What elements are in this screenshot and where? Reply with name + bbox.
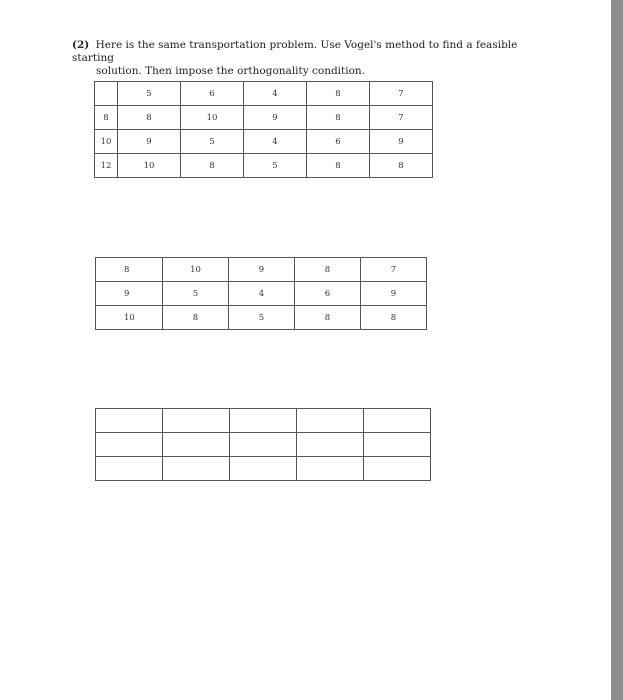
empty-cell <box>230 457 297 481</box>
empty-cell <box>163 433 230 457</box>
demand-cell: 7 <box>370 82 433 106</box>
table-row <box>96 306 427 330</box>
demand-cell: 4 <box>244 82 307 106</box>
cost-cell: 10 <box>181 106 244 130</box>
cost-cell: 5 <box>181 130 244 154</box>
empty-cell <box>96 409 163 433</box>
cost-cell: 8 <box>181 154 244 178</box>
demand-cell: 8 <box>307 82 370 106</box>
cost-cell: 4 <box>229 282 295 306</box>
cost-cell: 8 <box>370 154 433 178</box>
cost-cell: 4 <box>244 130 307 154</box>
empty-cell <box>163 409 230 433</box>
empty-cell <box>364 409 431 433</box>
supply-cell: 10 <box>95 130 118 154</box>
supply-cell: 8 <box>95 106 118 130</box>
cost-cell: 9 <box>244 106 307 130</box>
cost-cell: 8 <box>96 258 163 282</box>
cost-cell: 9 <box>96 282 163 306</box>
supply-cell: 12 <box>95 154 118 178</box>
blank-allocation-table <box>95 408 431 481</box>
table-row <box>96 258 427 282</box>
cost-cell: 9 <box>118 130 181 154</box>
cost-cell: 8 <box>295 306 361 330</box>
cost-cell: 7 <box>361 258 427 282</box>
table-row <box>95 106 433 130</box>
table-row <box>95 154 433 178</box>
empty-cell <box>230 409 297 433</box>
empty-cell <box>96 433 163 457</box>
table-row <box>96 433 431 457</box>
cost-cell: 5 <box>244 154 307 178</box>
cost-cell: 9 <box>370 130 433 154</box>
cost-cell: 9 <box>361 282 427 306</box>
empty-cell <box>364 457 431 481</box>
cost-cell: 8 <box>118 106 181 130</box>
cost-cell: 5 <box>163 282 229 306</box>
cost-cell: 8 <box>361 306 427 330</box>
problem-statement <box>72 39 552 78</box>
cost-cell: 10 <box>118 154 181 178</box>
table-row <box>96 282 427 306</box>
empty-cell <box>230 433 297 457</box>
cost-table-with-supply-demand <box>94 81 433 178</box>
cost-table <box>95 257 427 330</box>
cost-cell: 6 <box>295 282 361 306</box>
table-row <box>95 130 433 154</box>
scrollbar[interactable] <box>611 0 623 700</box>
empty-cell <box>163 457 230 481</box>
corner-cell <box>95 82 118 106</box>
demand-row <box>95 82 433 106</box>
table-row <box>96 409 431 433</box>
cost-cell: 10 <box>96 306 163 330</box>
cost-cell: 8 <box>163 306 229 330</box>
empty-cell <box>297 409 364 433</box>
demand-cell: 5 <box>118 82 181 106</box>
cost-cell: 6 <box>307 130 370 154</box>
cost-cell: 10 <box>163 258 229 282</box>
cost-cell: 5 <box>229 306 295 330</box>
empty-cell <box>364 433 431 457</box>
problem-text-line2: solution. Then impose the orthogonality condition. <box>96 65 366 77</box>
cost-cell: 8 <box>307 154 370 178</box>
empty-cell <box>96 457 163 481</box>
cost-cell: 8 <box>295 258 361 282</box>
empty-cell <box>297 457 364 481</box>
demand-cell: 6 <box>181 82 244 106</box>
cost-cell: 7 <box>370 106 433 130</box>
cost-cell: 8 <box>307 106 370 130</box>
problem-text-line1: Here is the same transportation problem. Use Vogel's method to find a feasible starting <box>72 39 518 64</box>
empty-cell <box>297 433 364 457</box>
table-row <box>96 457 431 481</box>
cost-cell: 9 <box>229 258 295 282</box>
problem-number: (2) <box>72 39 90 51</box>
